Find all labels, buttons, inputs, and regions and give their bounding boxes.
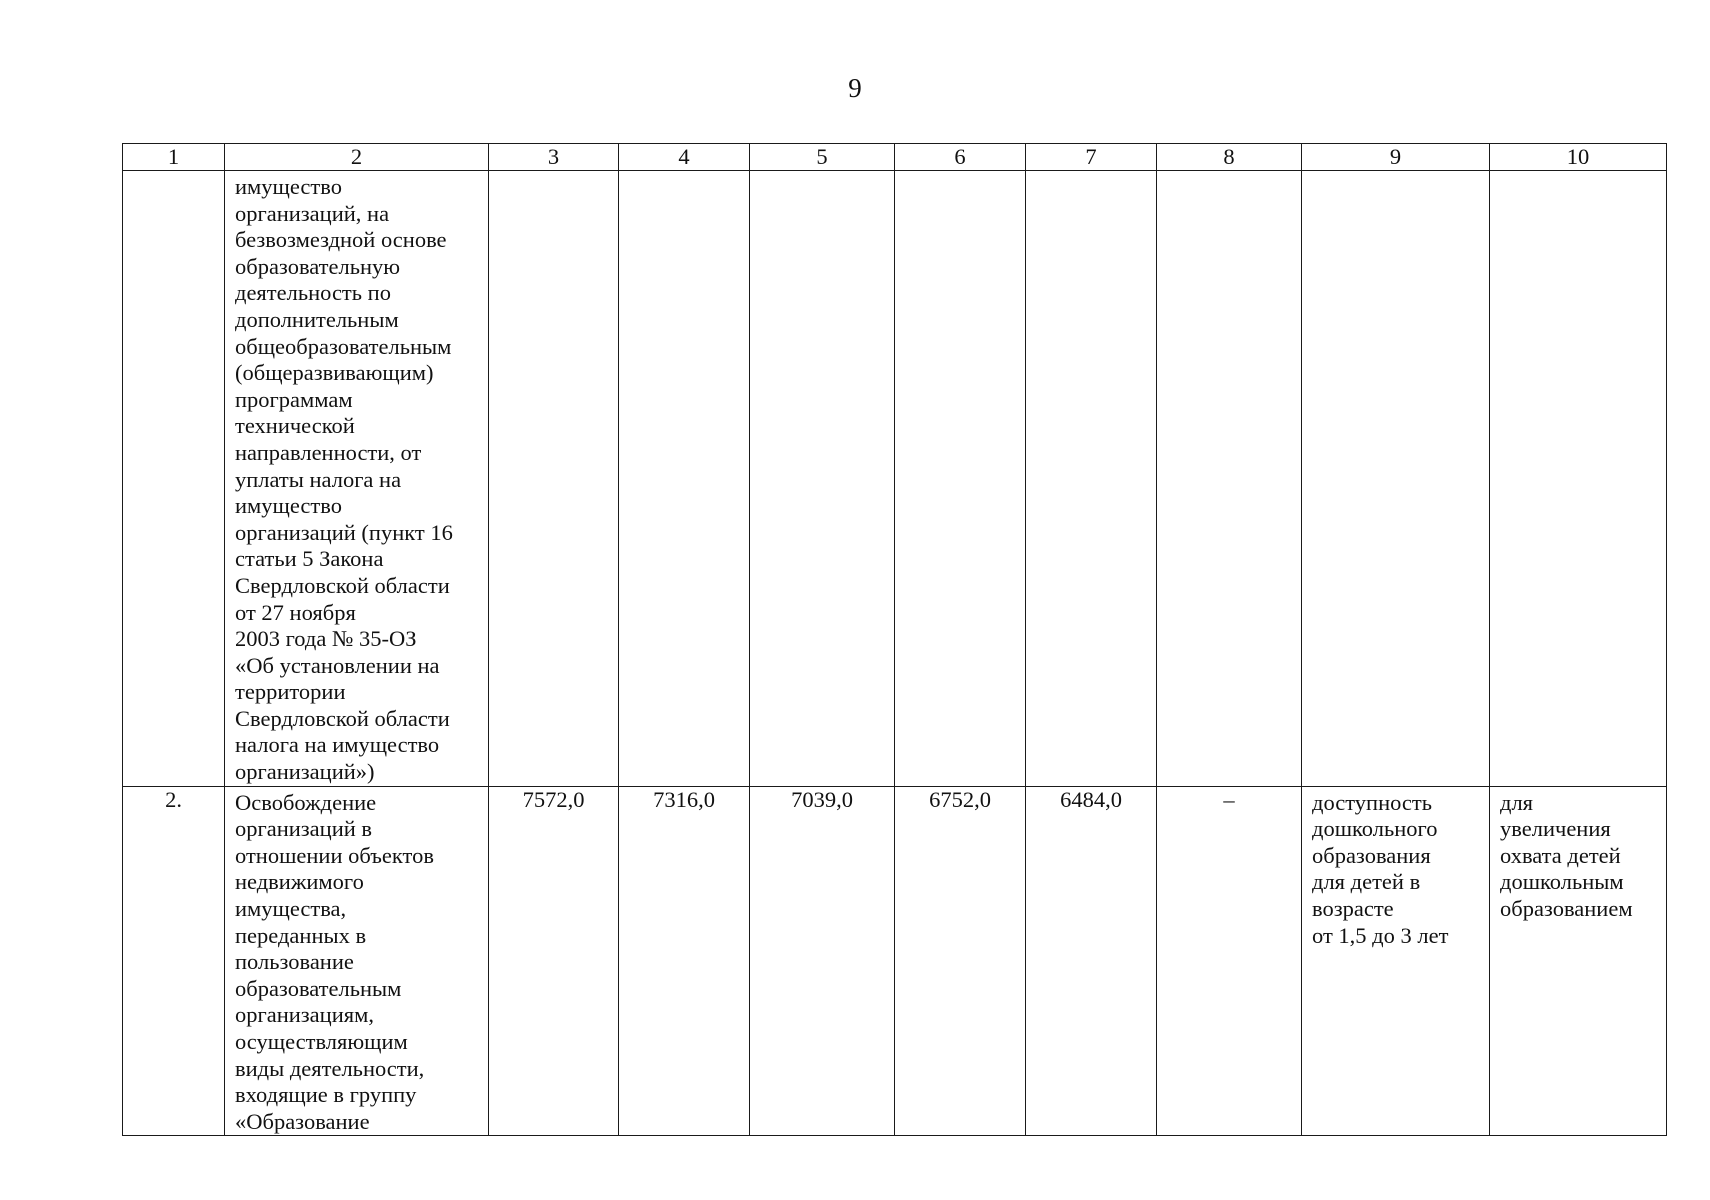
header-cell-9: 9 [1302, 144, 1490, 171]
header-cell-3: 3 [489, 144, 619, 171]
row-number-cell: 2. [123, 786, 225, 1136]
goal-text [1302, 171, 1489, 174]
purpose-text: для увеличения охвата детей дошкольным образованием [1500, 789, 1633, 922]
header-cell-8: 8 [1157, 144, 1302, 171]
purpose-cell [1490, 786, 1667, 1136]
budget-table [122, 143, 1667, 1136]
header-cell-7: 7 [1026, 144, 1157, 171]
header-cell-2: 2 [225, 144, 489, 171]
page-number: 9 [848, 73, 862, 103]
value-cell-3: 7572,0 [489, 786, 619, 1136]
value-cell-5: 7039,0 [750, 786, 895, 1136]
goal-cell [1302, 171, 1490, 787]
goal-cell [1302, 786, 1490, 1136]
value-cell-8 [1157, 171, 1302, 787]
value-cell-6: 6752,0 [895, 786, 1026, 1136]
value-cell-4 [619, 171, 750, 787]
row-number-cell [123, 171, 225, 787]
header-cell-1: 1 [123, 144, 225, 171]
purpose-cell [1490, 171, 1667, 787]
table-row [123, 786, 1667, 1136]
value-cell-8: – [1157, 786, 1302, 1136]
table-row [123, 171, 1667, 787]
goal-text: доступность дошкольного образования для детей в возрасте от 1,5 до 3 лет [1312, 789, 1449, 948]
value-cell-5 [750, 171, 895, 787]
table-header-row [123, 144, 1667, 171]
value-cell-3 [489, 171, 619, 787]
description-text: Освобождение организаций в отношении объектов недвижимого имущества, переданных в пользование образовательным организациям, осуществляющим виды деятельности, входящие в группу «Образование [235, 789, 434, 1134]
header-cell-10: 10 [1490, 144, 1667, 171]
description-cell [225, 171, 489, 787]
header-cell-6: 6 [895, 144, 1026, 171]
header-cell-5: 5 [750, 144, 895, 171]
description-cell [225, 786, 489, 1136]
value-cell-7 [1026, 171, 1157, 787]
value-cell-4: 7316,0 [619, 786, 750, 1136]
purpose-text [1490, 171, 1666, 174]
value-cell-6 [895, 171, 1026, 787]
description-text: имущество организаций, на безвозмездной основе образовательную деятельность по дополнительным общеобразовательным (общеразвивающим) программам технической направленности, от уплаты налога на имущество организаций (пункт 16 статьи 5 Закона Свердловской области от 27 ноября 2003 года № 35-ОЗ «Об установлении на территории Свердловской области налога на имущество организаций») [235, 174, 453, 785]
header-cell-4: 4 [619, 144, 750, 171]
value-cell-7: 6484,0 [1026, 786, 1157, 1136]
